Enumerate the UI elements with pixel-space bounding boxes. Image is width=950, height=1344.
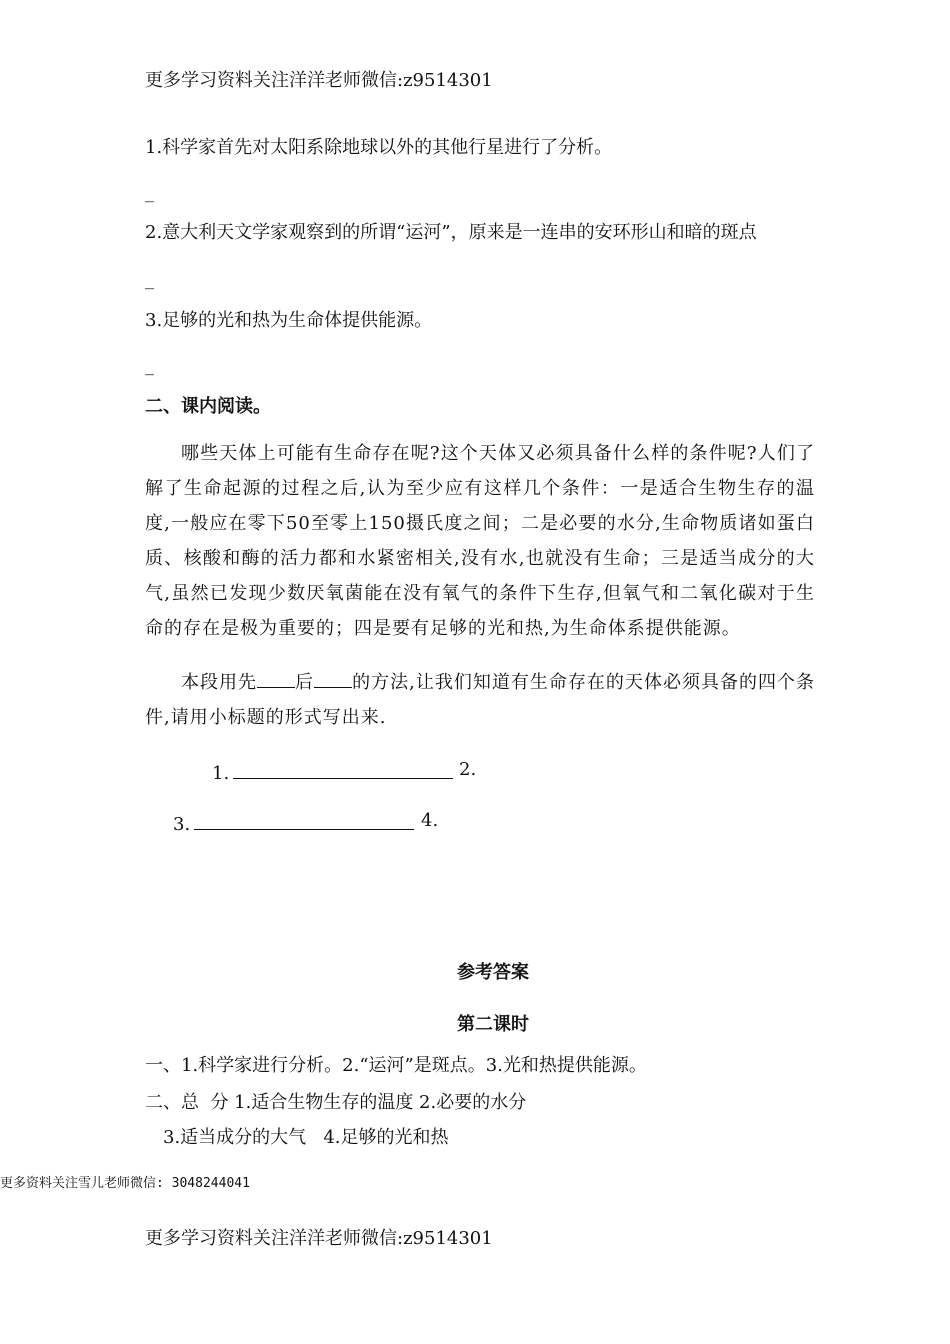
reading-passage: 哪些天体上可能有生命存在呢?这个天体又必须具备什么样的条件呢?人们了解了生命起源的过程之后,认为至少应有这样几个条件：一是适合生物生存的温度,一般应在零下50至零上150摄氏度之间；二是必要的水分,生命物质诸如蛋白质、核酸和酶的活力都和水紧密相关,没有水,也就没有生命；三是适当成分的大气,虽然已发现少数厌氧菌能在没有氧气的条件下生存,但氧气和二氧化碳对于生命的存在是极为重要的；四是要有足够的光和热,为生命体系提供能源。 [145,443,815,639]
answer-line-2-label: 2. [459,759,477,780]
answer-line-3-label: 3. [173,814,191,835]
answers-line-3: 3.适当成分的大气 4.足够的光和热 [163,1127,449,1148]
question-part-3: 的方法,让我们知道有生命存在的天体必须具备的四个条件,请用小标题的形式写出来. [145,672,816,728]
answer-line-3 [173,809,414,837]
answers-line-2: 二、总 分 1.适合生物生存的温度 2.必要的水分 [145,1092,527,1113]
footer-text: 更多学习资料关注洋洋老师微信:z9514301 [145,1228,493,1249]
answer-line-1-label: 1. [212,763,230,784]
answer-dash-3: _ [145,355,154,376]
header-text: 更多学习资料关注洋洋老师微信:z9514301 [145,70,493,91]
answers-title: 参考答案 [457,962,529,983]
answer-line-1-blank[interactable] [233,758,453,779]
blank-method-1[interactable] [257,669,295,688]
watermark-small: 更多资料关注雪儿老师微信: 3048244041 [0,1176,250,1191]
statement-1: 1.科学家首先对太阳系除地球以外的其他行星进行了分析。 [145,137,613,158]
statement-3: 3.足够的光和热为生命体提供能源。 [145,310,433,331]
answer-line-4-label: 4. [421,810,439,831]
statement-2: 2.意大利天文学家观察到的所谓“运河”，原来是一连串的安环形山和暗的斑点 [145,222,757,243]
answers-subtitle: 第二课时 [457,1014,529,1035]
question-part-2: 后 [295,672,315,693]
answer-dash-2: _ [145,269,154,290]
answer-line-3-blank[interactable] [194,809,414,830]
section-title-reading: 二、课内阅读。 [145,396,271,417]
answers-line-1: 一、1.科学家进行分析。2.“运河”是斑点。3.光和热提供能源。 [145,1055,647,1076]
answer-dash-1: _ [145,182,154,203]
question-paragraph [145,665,815,735]
blank-method-2[interactable] [314,669,352,688]
answer-line-1 [212,758,453,786]
question-part-1: 本段用先 [181,672,258,693]
